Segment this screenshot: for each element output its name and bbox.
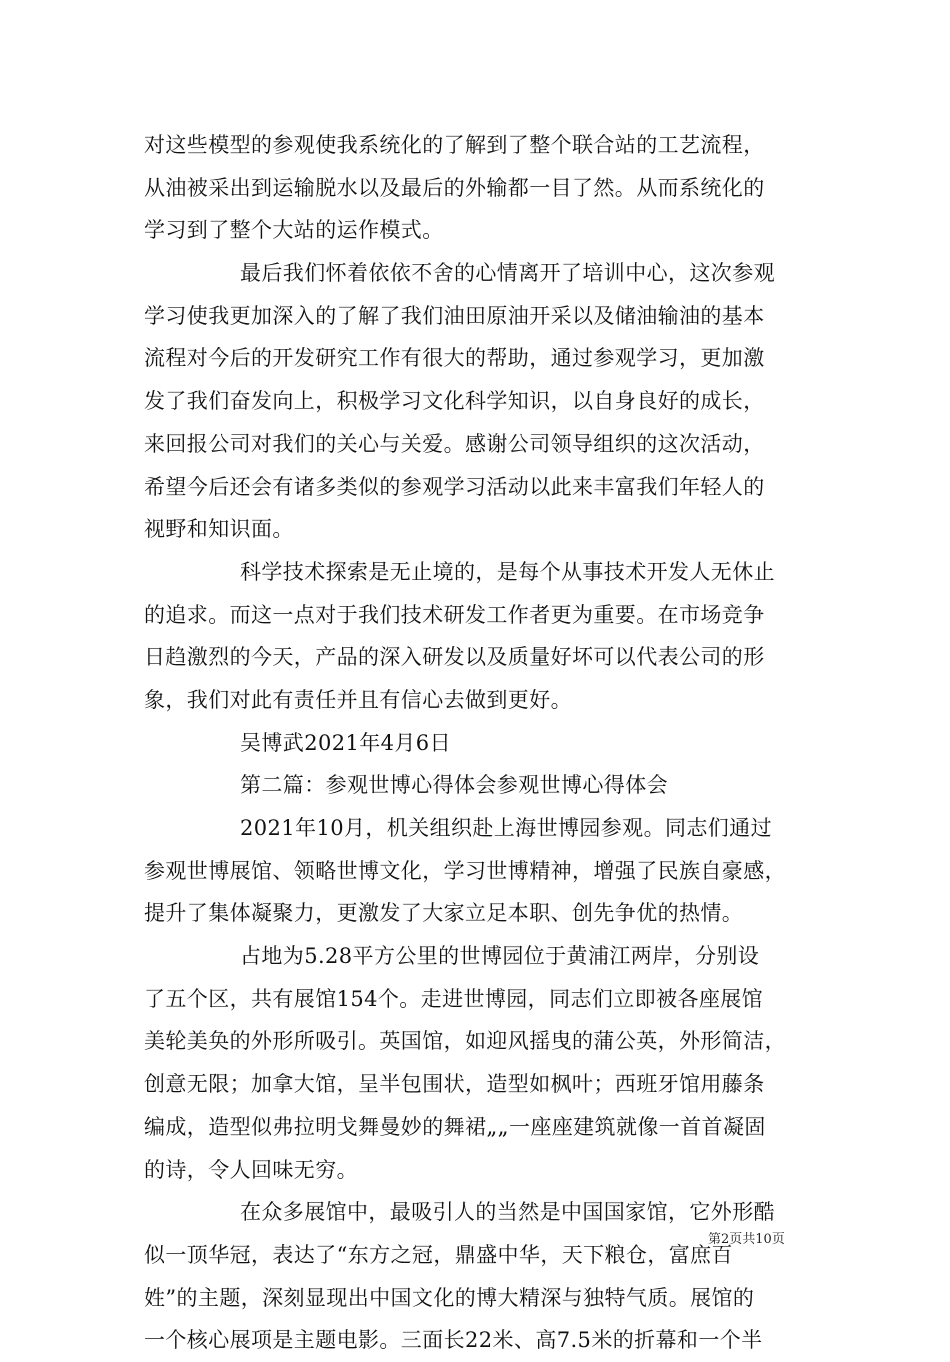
text-line: 创意无限；加拿大馆，呈半包围状，造型如枫叶；西班牙馆用藤条 (144, 1072, 765, 1097)
text-line: 日趋激烈的今天，产品的深入研发以及质量好坏可以代表公司的形 (144, 645, 765, 670)
text-line: 学习到了整个大站的运作模式。 (144, 218, 444, 243)
document-body (144, 124, 812, 1362)
section-title-line: 第二篇：参观世博心得体会参观世博心得体会 (240, 773, 668, 798)
text-line: 流程对今后的开发研究工作有很大的帮助，通过参观学习，更加激 (144, 346, 765, 371)
text-line: 学习使我更加深入的了解了我们油田原油开采以及储油输油的基本 (144, 303, 765, 328)
text-line: 发了我们奋发向上，积极学习文化科学知识，以自身良好的成长， (144, 389, 765, 414)
text-line: 似一顶华冠，表达了“东方之冠，鼎盛中华，天下粮仓，富庶百 (144, 1242, 733, 1267)
paragraph-start-line: 占地为5.28平方公里的世博园位于黄浦江两岸，分别设 (240, 944, 760, 969)
text-line: 了五个区，共有展馆154个。走进世博园，同志们立即被各座展馆 (144, 986, 764, 1011)
page-number-footer: 第2页共10页 (708, 1232, 785, 1247)
text-line: 编成，造型似弗拉明戈舞曼妙的舞裙„„一座座建筑就像一首首凝固 (144, 1114, 766, 1139)
text-line: 参观世博展馆、领略世博文化，学习世博精神，增强了民族自豪感， (144, 858, 786, 883)
text-line: 的诗，令人回味无穷。 (144, 1157, 358, 1182)
text-line: 来回报公司对我们的关心与关爱。感谢公司领导组织的这次活动， (144, 431, 765, 456)
text-line: 提升了集体凝聚力，更激发了大家立足本职、创先争优的热情。 (144, 901, 744, 926)
text-line: 一个核心展项是主题电影。三面长22米、高7.5米的折幕和一个半 (144, 1328, 763, 1353)
text-line: 从油被采出到运输脱水以及最后的外输都一目了然。从而系统化的 (144, 175, 765, 200)
text-line: 对这些模型的参观使我系统化的了解到了整个联合站的工艺流程， (144, 133, 765, 157)
text-line: 希望今后还会有诸多类似的参观学习活动以此来丰富我们年轻人的 (144, 474, 765, 499)
paragraph-start-line: 在众多展馆中，最吸引人的当然是中国国家馆，它外形酷 (240, 1200, 775, 1225)
signature-date-line: 吴博武2021年4月6日 (240, 730, 451, 755)
text-line: 美轮美奂的外形所吸引。英国馆，如迎风摇曳的蒲公英，外形简洁， (144, 1029, 786, 1054)
paragraph-start-line: 科学技术探索是无止境的，是每个从事技术开发人无休止 (240, 559, 775, 584)
text-line: 姓”的主题，深刻显现出中国文化的博大精深与独特气质。展馆的 (144, 1285, 755, 1310)
text-line: 视野和知识面。 (144, 517, 294, 542)
paragraph-start-line: 2021年10月，机关组织赴上海世博园参观。同志们通过 (240, 816, 772, 840)
paragraph-start-line: 最后我们怀着依依不舍的心情离开了培训中心，这次参观 (240, 261, 775, 286)
text-line: 象，我们对此有责任并且有信心去做到更好。 (144, 687, 572, 712)
text-line: 的追求。而这一点对于我们技术研发工作者更为重要。在市场竞争 (144, 602, 765, 627)
